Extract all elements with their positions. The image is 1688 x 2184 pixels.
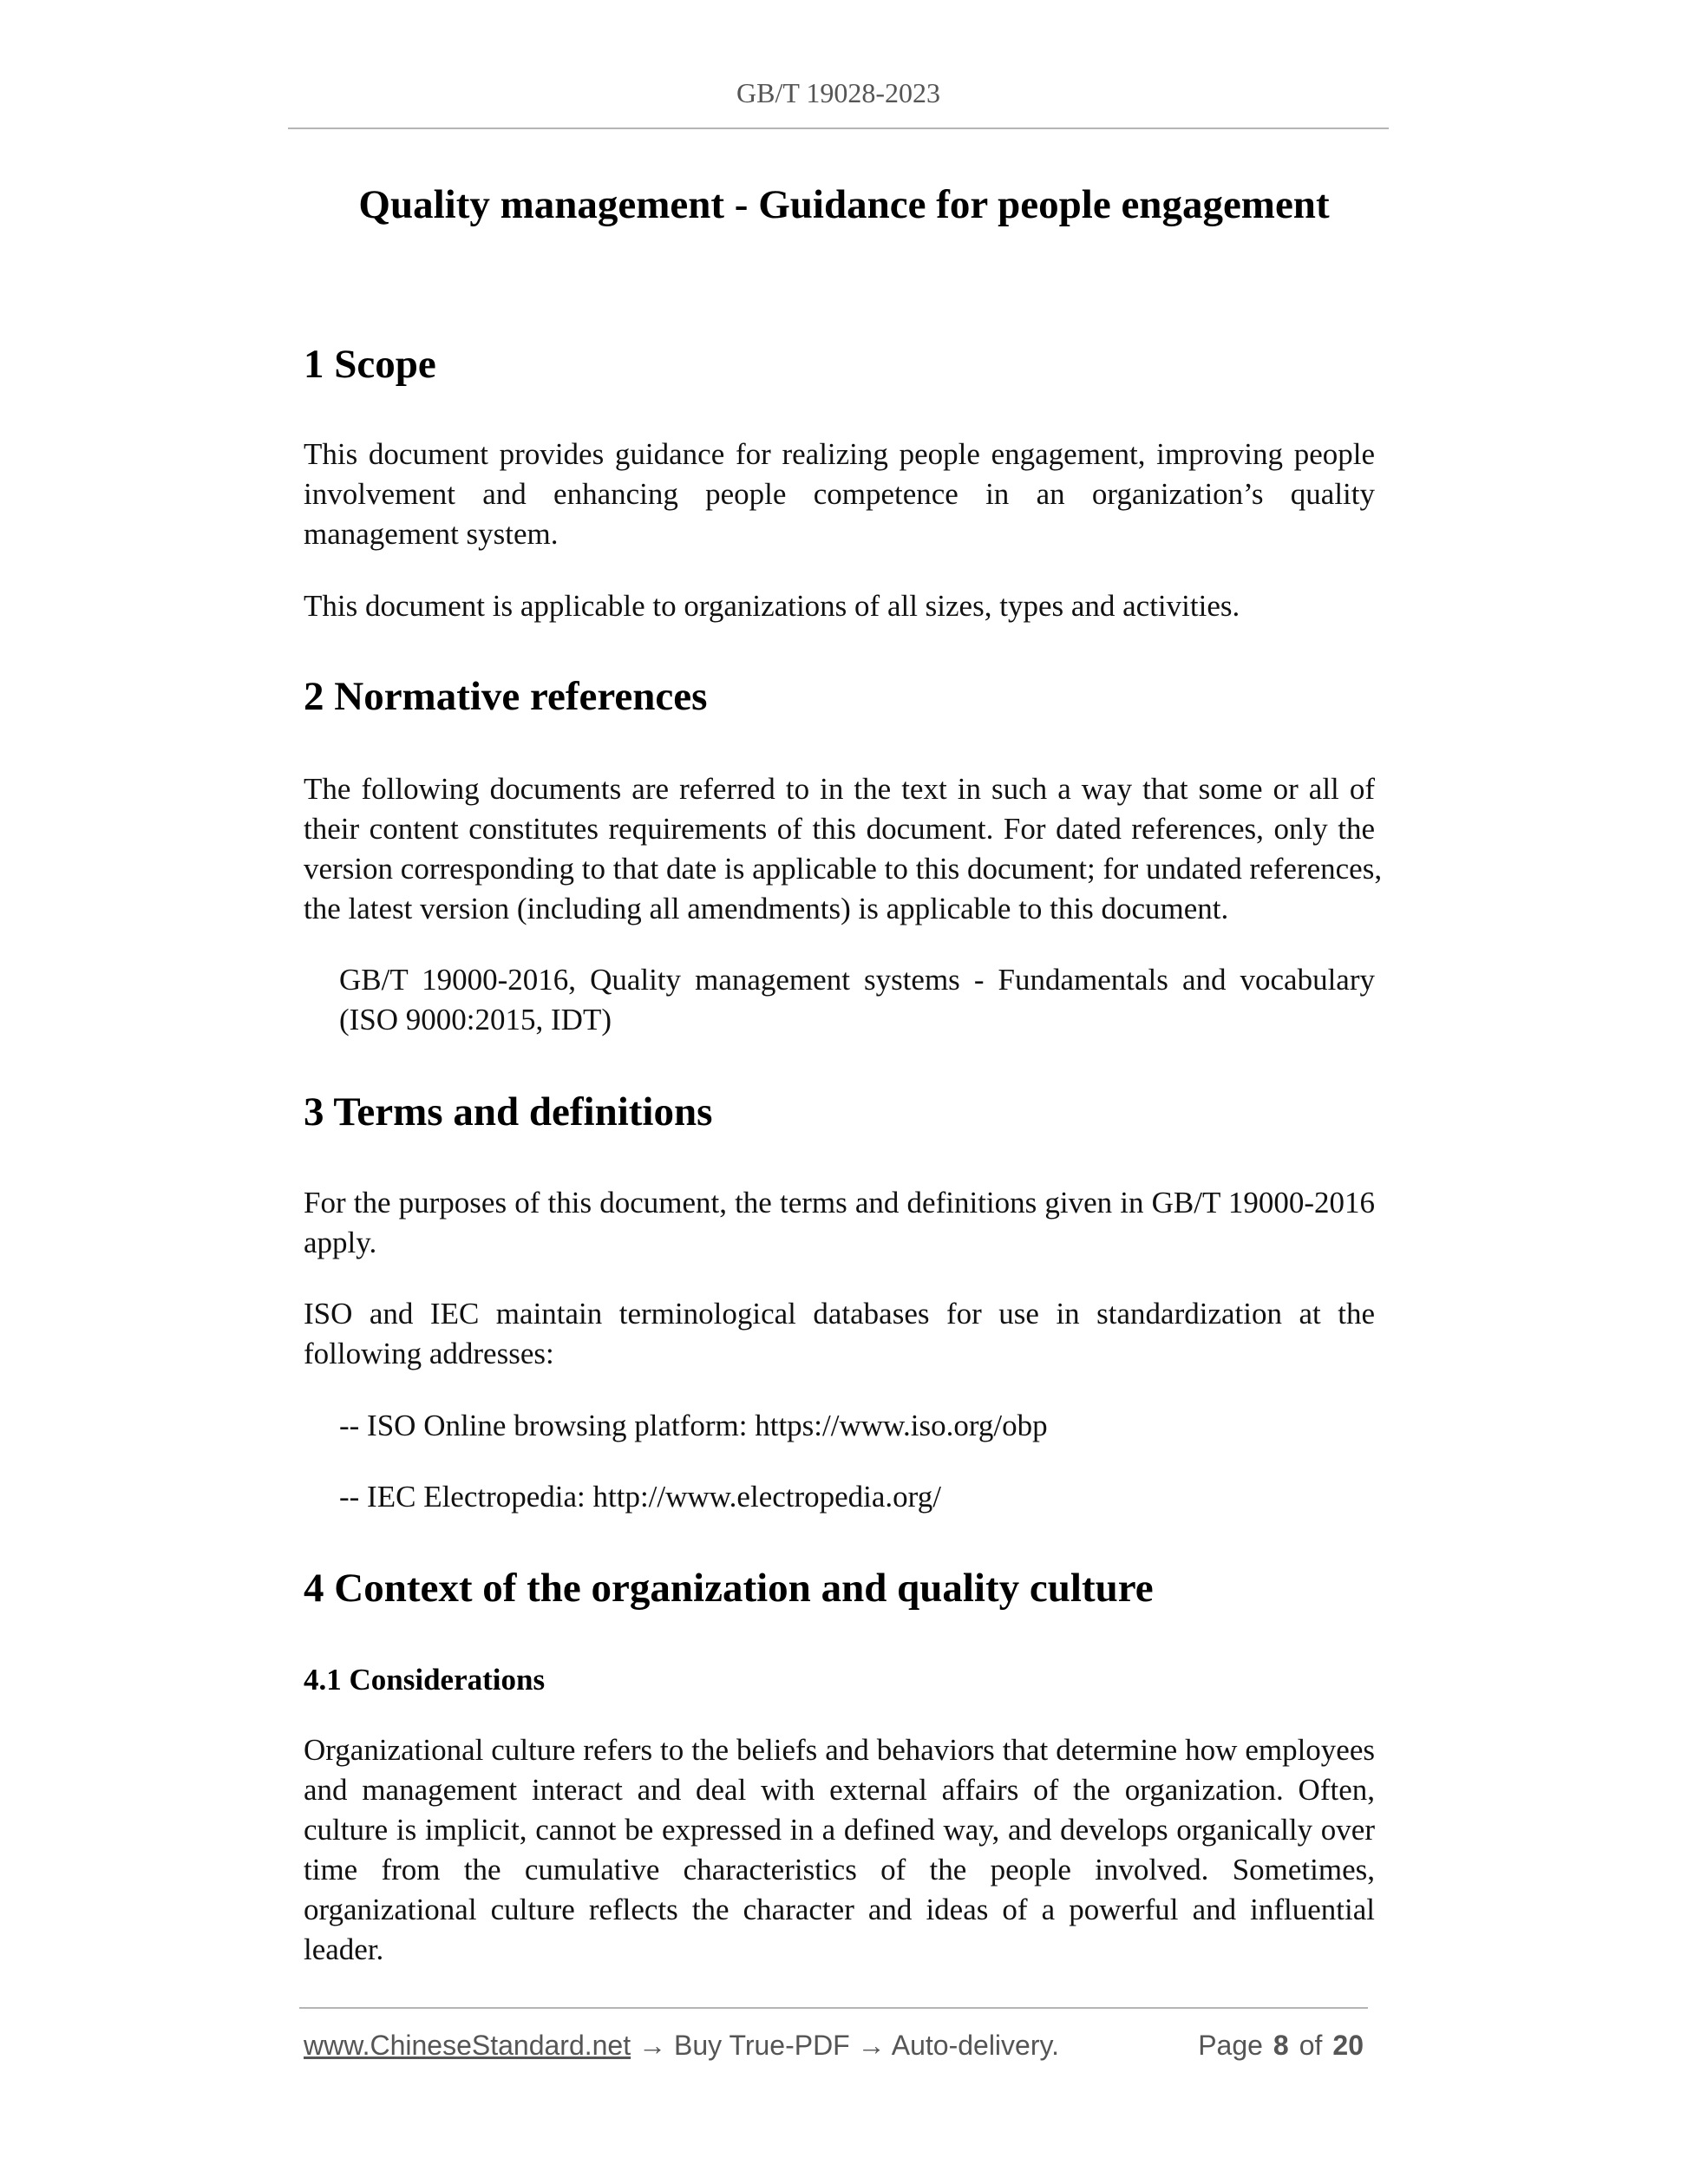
text-line: The following documents are referred to in the text in such a way that some or all of (304, 772, 1375, 806)
text-line: following addresses: (304, 1337, 554, 1370)
text-line: their content constitutes requirements of this document. For dated references, only the (304, 812, 1375, 846)
normative-reference-entry (339, 960, 1375, 1040)
text-line: time from the cumulative characteristics of the people involved. Sometimes, (304, 1853, 1375, 1886)
text-line: the latest version (including all amendments) is applicable to this document. (304, 892, 1229, 925)
footer-divider (299, 2007, 1368, 2009)
text-line: -- IEC Electropedia: http://www.electropedia.org/ (339, 1480, 941, 1514)
text-line: This document provides guidance for realizing people engagement, improving people (304, 437, 1375, 471)
text-line: involvement and enhancing people competence in an organization’s quality (304, 477, 1375, 511)
text-line: For the purposes of this document, the terms and definitions given in GB/T 19000-2016 (304, 1186, 1375, 1220)
subsection-heading-considerations: 4.1 Considerations (304, 1663, 546, 1697)
footer-promo (304, 2028, 1059, 2063)
text-line: This document is applicable to organizations of all sizes, types and activities. (304, 589, 1240, 623)
page-of-label: of (1299, 2030, 1323, 2061)
text-line: (ISO 9000:2015, IDT) (339, 1003, 612, 1036)
text-line: GB/T 19000-2016, Quality management systems - Fundamentals and vocabulary (339, 963, 1375, 997)
text-line: -- ISO Online browsing platform: https://www.iso.org/obp (339, 1409, 1048, 1442)
scope-paragraph-2 (304, 586, 1375, 626)
terms-list-item-iso (339, 1406, 1375, 1446)
considerations-paragraph (304, 1730, 1375, 1970)
text-line: management system. (304, 517, 559, 551)
section-heading-terms: 3 Terms and definitions (304, 1089, 713, 1135)
total-page-count: 20 (1332, 2030, 1364, 2061)
text-line: organizational culture reflects the character and ideas of a powerful and influential (304, 1893, 1375, 1926)
page-label: Page (1198, 2030, 1263, 2061)
text-line: ISO and IEC maintain terminological databases for use in standardization at the (304, 1297, 1375, 1331)
text-line: Organizational culture refers to the beliefs and behaviors that determine how employees (304, 1733, 1375, 1767)
text-line: version corresponding to that date is applicable to this document; for undated references, (304, 852, 1383, 886)
scope-paragraph-1 (304, 435, 1375, 554)
current-page-number: 8 (1273, 2030, 1289, 2061)
text-line: leader. (304, 1932, 384, 1966)
running-header: GB/T 19028-2023 (736, 77, 940, 108)
page-indicator (1198, 2028, 1364, 2063)
terms-list-item-iec (339, 1477, 1375, 1517)
website-link[interactable]: www.ChineseStandard.net (304, 2030, 631, 2061)
page-footer (304, 2028, 1364, 2063)
section-heading-context: 4 Context of the organization and quality culture (304, 1566, 1154, 1611)
text-line: culture is implicit, cannot be expressed in a defined way, and develops organically over (304, 1813, 1375, 1847)
normative-paragraph (304, 769, 1383, 929)
terms-paragraph-2 (304, 1294, 1375, 1374)
text-line: and management interact and deal with external affairs of the organization. Often, (304, 1773, 1375, 1807)
header-divider (288, 128, 1389, 129)
document-title: Quality management - Guidance for people engagement (358, 182, 1330, 227)
section-heading-scope: 1 Scope (304, 342, 436, 387)
footer-tagline: → Buy True-PDF → Auto-delivery. (638, 2030, 1059, 2061)
text-line: apply. (304, 1226, 377, 1259)
section-heading-normative-references: 2 Normative references (304, 674, 708, 719)
terms-paragraph-1 (304, 1183, 1375, 1263)
